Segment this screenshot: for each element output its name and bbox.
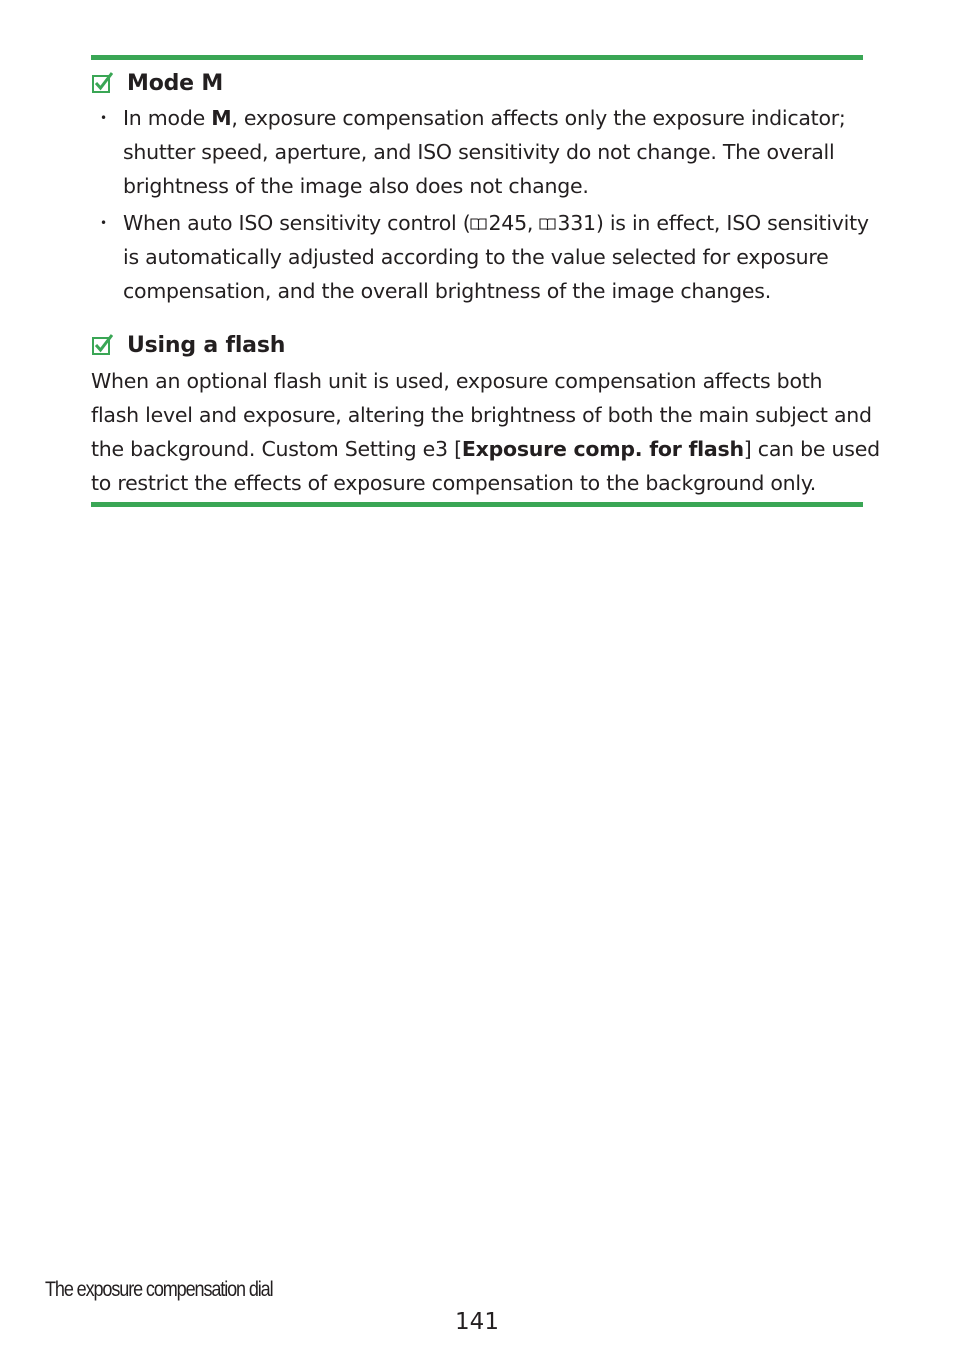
bullet-dot: •: [100, 111, 107, 125]
text-line: compensation, and the overall brightness of the image changes.: [123, 279, 771, 303]
page-reference[interactable]: 245: [488, 211, 527, 235]
text-line: [123, 101, 846, 135]
text-line: shutter speed, aperture, and ISO sensitivity do not change. The overall: [123, 140, 835, 164]
bold-mode-label: M: [211, 106, 232, 130]
page-number: 141: [455, 1309, 499, 1335]
page-reference[interactable]: 331: [557, 211, 596, 235]
book-icon: [539, 217, 556, 231]
section-heading-mode-m: [91, 68, 223, 98]
bullet-dot: •: [100, 216, 107, 230]
check-box-icon: [91, 334, 113, 356]
text-span: In mode: [123, 106, 212, 130]
section-heading-using-flash: [91, 330, 285, 360]
text-line: [91, 432, 880, 466]
text-line: When an optional flash unit is used, exposure compensation affects both: [91, 369, 823, 393]
section-title: Using a flash: [127, 332, 286, 358]
top-rule: [91, 55, 863, 60]
text-line: [123, 206, 869, 240]
book-icon: [470, 217, 487, 231]
text-line: to restrict the effects of exposure compensation to the background only.: [91, 471, 817, 495]
text-span: ,: [526, 211, 540, 235]
text-line: is automatically adjusted according to the value selected for exposure: [123, 245, 829, 269]
text-span: When auto ISO sensitivity control (: [123, 211, 471, 235]
text-span: the background. Custom Setting e3 [: [91, 437, 462, 461]
text-line: brightness of the image also does not change.: [123, 174, 589, 198]
section-title: Mode M: [127, 70, 224, 96]
text-span: ) is in effect, ISO sensitivity: [595, 211, 869, 235]
bottom-rule: [91, 502, 863, 507]
text-line: flash level and exposure, altering the brightness of both the main subject and: [91, 403, 872, 427]
footer-section-title: The exposure compensation dial: [45, 1278, 273, 1301]
text-span: ] can be used: [743, 437, 880, 461]
bold-setting-name: Exposure comp. for flash: [461, 437, 744, 461]
text-span: , exposure compensation affects only the exposure indicator;: [231, 106, 846, 130]
check-box-icon: [91, 72, 113, 94]
